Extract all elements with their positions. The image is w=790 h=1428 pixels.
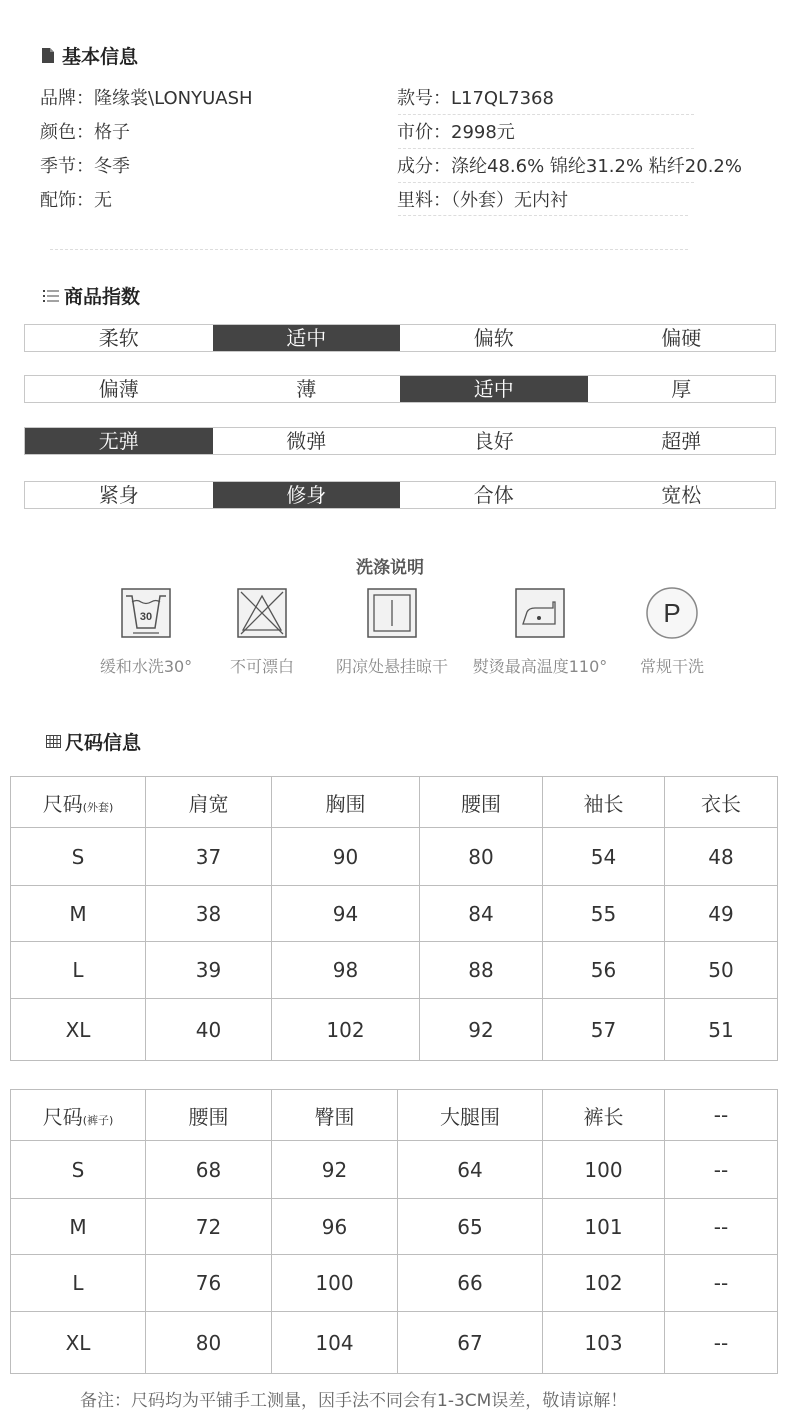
table-header-cell: 袖长 — [543, 777, 665, 828]
table-cell: S — [11, 828, 146, 886]
divider — [398, 182, 694, 183]
jacket-size-table — [10, 776, 778, 1061]
basic-info-title-text: 基本信息 — [62, 46, 139, 68]
index-cell: 偏薄 — [98, 377, 139, 401]
index-cell: 厚 — [671, 377, 692, 401]
table-header-row — [11, 777, 778, 828]
table-cell: L — [11, 1255, 146, 1312]
wash-label: 缓和水洗30° — [99, 657, 193, 676]
divider — [50, 249, 688, 250]
table-cell: 96 — [272, 1199, 398, 1255]
info-composition: 成分：涤纶48.6% 锦纶31.2% 粘纤20.2% — [397, 156, 742, 177]
table-cell: 57 — [543, 999, 665, 1061]
table-cell: XL — [11, 1312, 146, 1374]
table-cell: 94 — [272, 886, 420, 942]
table-header-cell — [11, 1090, 146, 1141]
index-cell: 修身 — [213, 482, 401, 508]
no-bleach-icon — [237, 588, 287, 638]
index-cell: 偏硬 — [661, 326, 702, 350]
table-cell: L — [11, 942, 146, 999]
table-header-cell: 肩宽 — [146, 777, 272, 828]
product-index-title-text: 商品指数 — [64, 286, 141, 308]
grid-icon — [46, 735, 61, 748]
table-cell: -- — [665, 1312, 778, 1374]
index-cell: 薄 — [296, 377, 317, 401]
table-cell: 92 — [272, 1141, 398, 1199]
index-cell: 柔软 — [98, 326, 139, 350]
table-cell: 55 — [543, 886, 665, 942]
table-cell: 40 — [146, 999, 272, 1061]
table-cell: 101 — [543, 1199, 665, 1255]
table-cell: 103 — [543, 1312, 665, 1374]
table-cell: 67 — [398, 1312, 543, 1374]
table-cell: 49 — [665, 886, 778, 942]
table-header-cell: 裤长 — [543, 1090, 665, 1141]
table-row — [11, 1141, 778, 1199]
table-header-cell: 大腿围 — [398, 1090, 543, 1141]
info-price: 市价：2998元 — [397, 122, 515, 143]
index-cell: 适中 — [400, 376, 588, 402]
table-cell: 90 — [272, 828, 420, 886]
table-row — [11, 942, 778, 999]
table-cell: M — [11, 1199, 146, 1255]
table-cell: 80 — [420, 828, 543, 886]
index-cell: 微弹 — [286, 429, 327, 453]
table-cell: 88 — [420, 942, 543, 999]
table-header-cell — [11, 777, 146, 828]
divider — [398, 114, 694, 115]
table-cell: 54 — [543, 828, 665, 886]
measurement-note: 备注：尺码均为平铺手工测量，因手法不同会有1-3CM误差，敬请谅解！ — [80, 1391, 628, 1411]
wash-label: 阴凉处悬挂晾干 — [335, 657, 448, 676]
table-cell: 50 — [665, 942, 778, 999]
list-icon — [43, 289, 59, 302]
table-cell: S — [11, 1141, 146, 1199]
table-cell: 56 — [543, 942, 665, 999]
index-elasticity-row — [24, 427, 776, 455]
table-cell: 38 — [146, 886, 272, 942]
table-cell: 51 — [665, 999, 778, 1061]
index-cell: 紧身 — [98, 483, 139, 507]
table-cell: 37 — [146, 828, 272, 886]
divider — [398, 148, 694, 149]
info-color: 颜色：格子 — [40, 122, 130, 143]
table-cell: 98 — [272, 942, 420, 999]
wash-item — [628, 588, 716, 677]
basic-info-title — [42, 42, 138, 69]
info-season: 季节：冬季 — [40, 156, 130, 177]
iron-icon — [515, 588, 565, 638]
table-row — [11, 886, 778, 942]
wash-label: 常规干洗 — [639, 657, 704, 676]
wash-item — [470, 588, 610, 677]
index-fit-row — [24, 481, 776, 509]
table-header-row — [11, 1090, 778, 1141]
table-cell: 80 — [146, 1312, 272, 1374]
wash-item — [96, 588, 196, 677]
table-cell: 100 — [543, 1141, 665, 1199]
table-cell: 76 — [146, 1255, 272, 1312]
table-cell: 104 — [272, 1312, 398, 1374]
info-brand: 品牌：隆缘裳\LONYUASH — [40, 88, 253, 109]
info-accessory: 配饰：无 — [40, 190, 112, 211]
info-style-no: 款号：L17QL7368 — [397, 88, 554, 109]
table-cell: 102 — [272, 999, 420, 1061]
table-header-cell: 衣长 — [665, 777, 778, 828]
pants-size-table — [10, 1089, 778, 1374]
table-cell: 64 — [398, 1141, 543, 1199]
wash-label: 熨烫最高温度110° — [472, 657, 608, 676]
wash-item — [324, 588, 460, 677]
index-cell: 良好 — [473, 429, 514, 453]
table-cell: 92 — [420, 999, 543, 1061]
table-header-cell: 腰围 — [420, 777, 543, 828]
table-cell: -- — [665, 1141, 778, 1199]
table-cell: XL — [11, 999, 146, 1061]
table-cell: 48 — [665, 828, 778, 886]
index-softness-row — [24, 324, 776, 352]
table-header-cell: 胸围 — [272, 777, 420, 828]
wash-title: 洗涤说明 — [356, 558, 424, 578]
table-row — [11, 1255, 778, 1312]
table-header-cell: 腰围 — [146, 1090, 272, 1141]
dry-clean-letter: P — [663, 598, 681, 628]
table-header-cell: -- — [665, 1090, 778, 1141]
table-cell: M — [11, 886, 146, 942]
product-index-title — [43, 282, 140, 309]
wash-temperature-label: 30 — [139, 611, 153, 623]
wash-30-icon — [121, 588, 171, 638]
size-header-label: 尺码 — [42, 1104, 83, 1129]
table-cell: 39 — [146, 942, 272, 999]
table-cell: 66 — [398, 1255, 543, 1312]
document-icon — [42, 48, 54, 63]
index-thickness-row — [24, 375, 776, 403]
index-cell: 无弹 — [25, 428, 213, 454]
table-cell: 102 — [543, 1255, 665, 1312]
table-row — [11, 1312, 778, 1374]
table-cell: -- — [665, 1199, 778, 1255]
table-cell: 72 — [146, 1199, 272, 1255]
info-lining: 里料：（外套）无内衬 — [397, 190, 568, 211]
size-header-label: 尺码 — [42, 791, 83, 816]
index-cell: 宽松 — [661, 483, 702, 507]
divider — [398, 215, 688, 216]
index-cell: 适中 — [213, 325, 401, 351]
size-header-note: (外套) — [82, 800, 114, 814]
size-info-title — [46, 728, 141, 755]
dry-clean-icon — [647, 588, 697, 638]
table-row — [11, 828, 778, 886]
table-cell: 65 — [398, 1199, 543, 1255]
wash-label: 不可漂白 — [229, 657, 294, 676]
table-header-cell: 臀围 — [272, 1090, 398, 1141]
index-cell: 偏软 — [473, 326, 514, 350]
size-header-note: (裤子) — [82, 1113, 114, 1127]
table-cell: 68 — [146, 1141, 272, 1199]
index-cell: 超弹 — [661, 429, 702, 453]
wash-item — [212, 588, 312, 677]
line-dry-shade-icon — [367, 588, 417, 638]
table-cell: 100 — [272, 1255, 398, 1312]
table-row — [11, 1199, 778, 1255]
table-cell: -- — [665, 1255, 778, 1312]
table-row — [11, 999, 778, 1061]
index-cell: 合体 — [473, 483, 514, 507]
table-cell: 84 — [420, 886, 543, 942]
size-info-title-text: 尺码信息 — [65, 732, 142, 754]
